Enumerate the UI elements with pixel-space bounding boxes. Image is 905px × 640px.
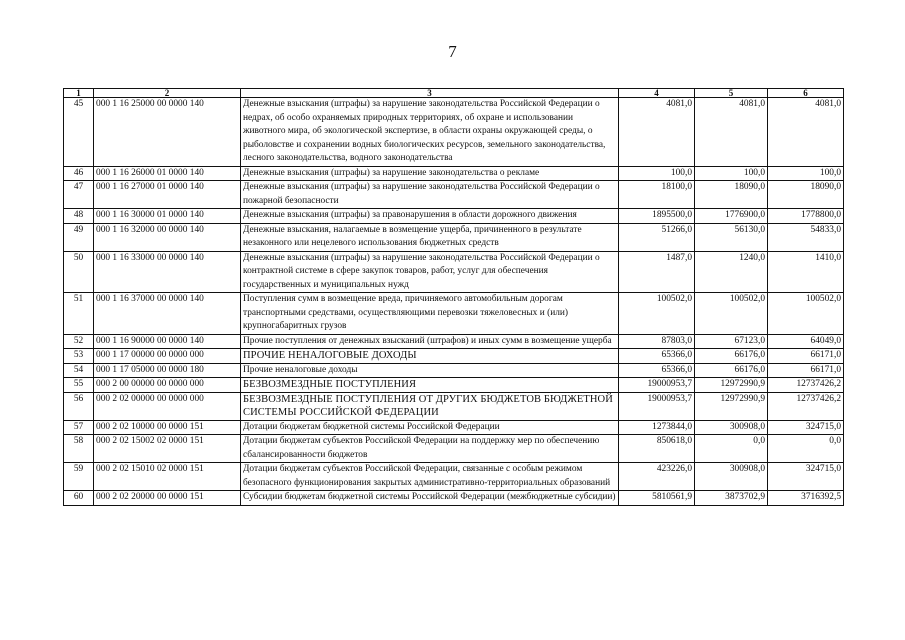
table-row bbox=[64, 223, 844, 251]
amount-year-1-cell: 65366,0 bbox=[619, 349, 695, 364]
table-row bbox=[64, 378, 844, 393]
amount-year-2-cell: 56130,0 bbox=[695, 223, 768, 251]
table-row bbox=[64, 181, 844, 209]
amount-year-3-cell: 100,0 bbox=[768, 166, 844, 181]
amount-year-3-cell: 66171,0 bbox=[768, 349, 844, 364]
amount-year-2-cell: 100502,0 bbox=[695, 293, 768, 335]
row-number-cell: 59 bbox=[64, 463, 94, 491]
amount-year-1-cell: 19000953,7 bbox=[619, 378, 695, 393]
amount-year-3-cell: 54833,0 bbox=[768, 223, 844, 251]
amount-year-2-cell: 100,0 bbox=[695, 166, 768, 181]
row-number-cell: 53 bbox=[64, 349, 94, 364]
income-name-cell: Поступления сумм в возмещение вреда, причиняемого автомобильным дорогам транспортными средствами, осуществляющими перевозки тяжеловесных и (или) крупногабаритных грузов bbox=[241, 293, 619, 335]
table-row bbox=[64, 293, 844, 335]
table-row bbox=[64, 251, 844, 293]
amount-year-1-cell: 1895500,0 bbox=[619, 209, 695, 224]
budget-code-cell: 000 1 16 27000 01 0000 140 bbox=[94, 181, 241, 209]
amount-year-3-cell: 0,0 bbox=[768, 435, 844, 463]
amount-year-3-cell: 66171,0 bbox=[768, 363, 844, 378]
income-name-cell: Дотации бюджетам бюджетной системы Российской Федерации bbox=[241, 420, 619, 435]
income-name-cell: Дотации бюджетам субъектов Российской Федерации, связанные с особым режимом безопасного функционирования закрытых административно-территориальных образований bbox=[241, 463, 619, 491]
amount-year-3-cell: 12737426,2 bbox=[768, 378, 844, 393]
amount-year-2-cell: 0,0 bbox=[695, 435, 768, 463]
column-header-year-3: 6 bbox=[768, 89, 844, 98]
row-number-cell: 52 bbox=[64, 334, 94, 349]
column-header-name: 3 bbox=[241, 89, 619, 98]
amount-year-2-cell: 66176,0 bbox=[695, 363, 768, 378]
amount-year-2-cell: 1776900,0 bbox=[695, 209, 768, 224]
income-name-cell: Денежные взыскания (штрафы) за нарушение законодательства Российской Федерации о пожарной безопасности bbox=[241, 181, 619, 209]
table-row bbox=[64, 392, 844, 420]
amount-year-2-cell: 3873702,9 bbox=[695, 491, 768, 506]
amount-year-2-cell: 300908,0 bbox=[695, 463, 768, 491]
row-number-cell: 54 bbox=[64, 363, 94, 378]
table-row bbox=[64, 420, 844, 435]
column-header-code: 2 bbox=[94, 89, 241, 98]
income-name-cell: Прочие поступления от денежных взысканий (штрафов) и иных сумм в возмещение ущерба bbox=[241, 334, 619, 349]
amount-year-2-cell: 67123,0 bbox=[695, 334, 768, 349]
budget-code-cell: 000 2 00 00000 00 0000 000 bbox=[94, 378, 241, 393]
amount-year-3-cell: 1778800,0 bbox=[768, 209, 844, 224]
amount-year-3-cell: 100502,0 bbox=[768, 293, 844, 335]
amount-year-1-cell: 100,0 bbox=[619, 166, 695, 181]
amount-year-2-cell: 4081,0 bbox=[695, 98, 768, 167]
budget-code-cell: 000 1 17 05000 00 0000 180 bbox=[94, 363, 241, 378]
amount-year-3-cell: 324715,0 bbox=[768, 420, 844, 435]
column-header-number: 1 bbox=[64, 89, 94, 98]
income-name-cell: БЕЗВОЗМЕЗДНЫЕ ПОСТУПЛЕНИЯ bbox=[241, 378, 619, 393]
row-number-cell: 60 bbox=[64, 491, 94, 506]
budget-code-cell: 000 2 02 10000 00 0000 151 bbox=[94, 420, 241, 435]
table-header-row bbox=[64, 89, 844, 98]
budget-code-cell: 000 1 16 25000 00 0000 140 bbox=[94, 98, 241, 167]
budget-code-cell: 000 1 16 30000 01 0000 140 bbox=[94, 209, 241, 224]
income-name-cell: Денежные взыскания, налагаемые в возмещение ущерба, причиненного в результате незаконного или нецелевого использования бюджетных средств bbox=[241, 223, 619, 251]
row-number-cell: 57 bbox=[64, 420, 94, 435]
table-row bbox=[64, 209, 844, 224]
table-row bbox=[64, 166, 844, 181]
budget-code-cell: 000 1 16 33000 00 0000 140 bbox=[94, 251, 241, 293]
amount-year-1-cell: 423226,0 bbox=[619, 463, 695, 491]
income-name-cell: Дотации бюджетам субъектов Российской Федерации на поддержку мер по обеспечению сбалансированности бюджетов bbox=[241, 435, 619, 463]
income-name-cell: Денежные взыскания (штрафы) за нарушение законодательства Российской Федерации о контрактной системе в сфере закупок товаров, работ, услуг для обеспечения государственных и муниципальных нужд bbox=[241, 251, 619, 293]
table-body bbox=[64, 98, 844, 506]
table-row bbox=[64, 334, 844, 349]
amount-year-1-cell: 19000953,7 bbox=[619, 392, 695, 420]
amount-year-1-cell: 850618,0 bbox=[619, 435, 695, 463]
row-number-cell: 56 bbox=[64, 392, 94, 420]
row-number-cell: 48 bbox=[64, 209, 94, 224]
amount-year-1-cell: 5810561,9 bbox=[619, 491, 695, 506]
amount-year-2-cell: 12972990,9 bbox=[695, 378, 768, 393]
amount-year-3-cell: 3716392,5 bbox=[768, 491, 844, 506]
amount-year-1-cell: 87803,0 bbox=[619, 334, 695, 349]
budget-code-cell: 000 2 02 15002 02 0000 151 bbox=[94, 435, 241, 463]
amount-year-2-cell: 18090,0 bbox=[695, 181, 768, 209]
column-header-year-1: 4 bbox=[619, 89, 695, 98]
page-number: 7 bbox=[448, 42, 457, 61]
amount-year-1-cell: 1487,0 bbox=[619, 251, 695, 293]
income-name-cell: Денежные взыскания (штрафы) за правонарушения в области дорожного движения bbox=[241, 209, 619, 224]
row-number-cell: 50 bbox=[64, 251, 94, 293]
income-name-cell: Денежные взыскания (штрафы) за нарушение законодательства Российской Федерации о недрах, об особо охраняемых природных территориях, об охране и использовании животного мира, об экологической экспертизе, в области охраны окружающей среды, о рыболовстве и сохранении водных биологических ресурсов, земельного законодательства, лесного законодательства, водного законодательства bbox=[241, 98, 619, 167]
table-row bbox=[64, 435, 844, 463]
budget-code-cell: 000 2 02 20000 00 0000 151 bbox=[94, 491, 241, 506]
row-number-cell: 45 bbox=[64, 98, 94, 167]
budget-code-cell: 000 2 02 15010 02 0000 151 bbox=[94, 463, 241, 491]
budget-code-cell: 000 1 16 37000 00 0000 140 bbox=[94, 293, 241, 335]
amount-year-1-cell: 51266,0 bbox=[619, 223, 695, 251]
budget-code-cell: 000 1 16 90000 00 0000 140 bbox=[94, 334, 241, 349]
amount-year-1-cell: 100502,0 bbox=[619, 293, 695, 335]
income-name-cell: Денежные взыскания (штрафы) за нарушение законодательства о рекламе bbox=[241, 166, 619, 181]
budget-code-cell: 000 1 16 26000 01 0000 140 bbox=[94, 166, 241, 181]
row-number-cell: 58 bbox=[64, 435, 94, 463]
amount-year-3-cell: 1410,0 bbox=[768, 251, 844, 293]
row-number-cell: 51 bbox=[64, 293, 94, 335]
amount-year-3-cell: 64049,0 bbox=[768, 334, 844, 349]
row-number-cell: 49 bbox=[64, 223, 94, 251]
row-number-cell: 46 bbox=[64, 166, 94, 181]
income-name-cell: БЕЗВОЗМЕЗДНЫЕ ПОСТУПЛЕНИЯ ОТ ДРУГИХ БЮДЖЕТОВ БЮДЖЕТНОЙ СИСТЕМЫ РОССИЙСКОЙ ФЕДЕРАЦИИ bbox=[241, 392, 619, 420]
amount-year-1-cell: 65366,0 bbox=[619, 363, 695, 378]
budget-code-cell: 000 1 17 00000 00 0000 000 bbox=[94, 349, 241, 364]
amount-year-2-cell: 12972990,9 bbox=[695, 392, 768, 420]
income-name-cell: Прочие неналоговые доходы bbox=[241, 363, 619, 378]
amount-year-3-cell: 4081,0 bbox=[768, 98, 844, 167]
amount-year-1-cell: 4081,0 bbox=[619, 98, 695, 167]
amount-year-2-cell: 1240,0 bbox=[695, 251, 768, 293]
amount-year-3-cell: 12737426,2 bbox=[768, 392, 844, 420]
row-number-cell: 55 bbox=[64, 378, 94, 393]
amount-year-3-cell: 18090,0 bbox=[768, 181, 844, 209]
amount-year-2-cell: 66176,0 bbox=[695, 349, 768, 364]
column-header-year-2: 5 bbox=[695, 89, 768, 98]
amount-year-1-cell: 1273844,0 bbox=[619, 420, 695, 435]
budget-code-cell: 000 1 16 32000 00 0000 140 bbox=[94, 223, 241, 251]
table-row bbox=[64, 463, 844, 491]
income-name-cell: ПРОЧИЕ НЕНАЛОГОВЫЕ ДОХОДЫ bbox=[241, 349, 619, 364]
budget-revenue-table bbox=[63, 88, 844, 506]
table-row bbox=[64, 363, 844, 378]
income-name-cell: Субсидии бюджетам бюджетной системы Российской Федерации (межбюджетные субсидии) bbox=[241, 491, 619, 506]
table-row bbox=[64, 98, 844, 167]
amount-year-1-cell: 18100,0 bbox=[619, 181, 695, 209]
row-number-cell: 47 bbox=[64, 181, 94, 209]
amount-year-2-cell: 300908,0 bbox=[695, 420, 768, 435]
budget-code-cell: 000 2 02 00000 00 0000 000 bbox=[94, 392, 241, 420]
amount-year-3-cell: 324715,0 bbox=[768, 463, 844, 491]
table-row bbox=[64, 349, 844, 364]
table-row bbox=[64, 491, 844, 506]
